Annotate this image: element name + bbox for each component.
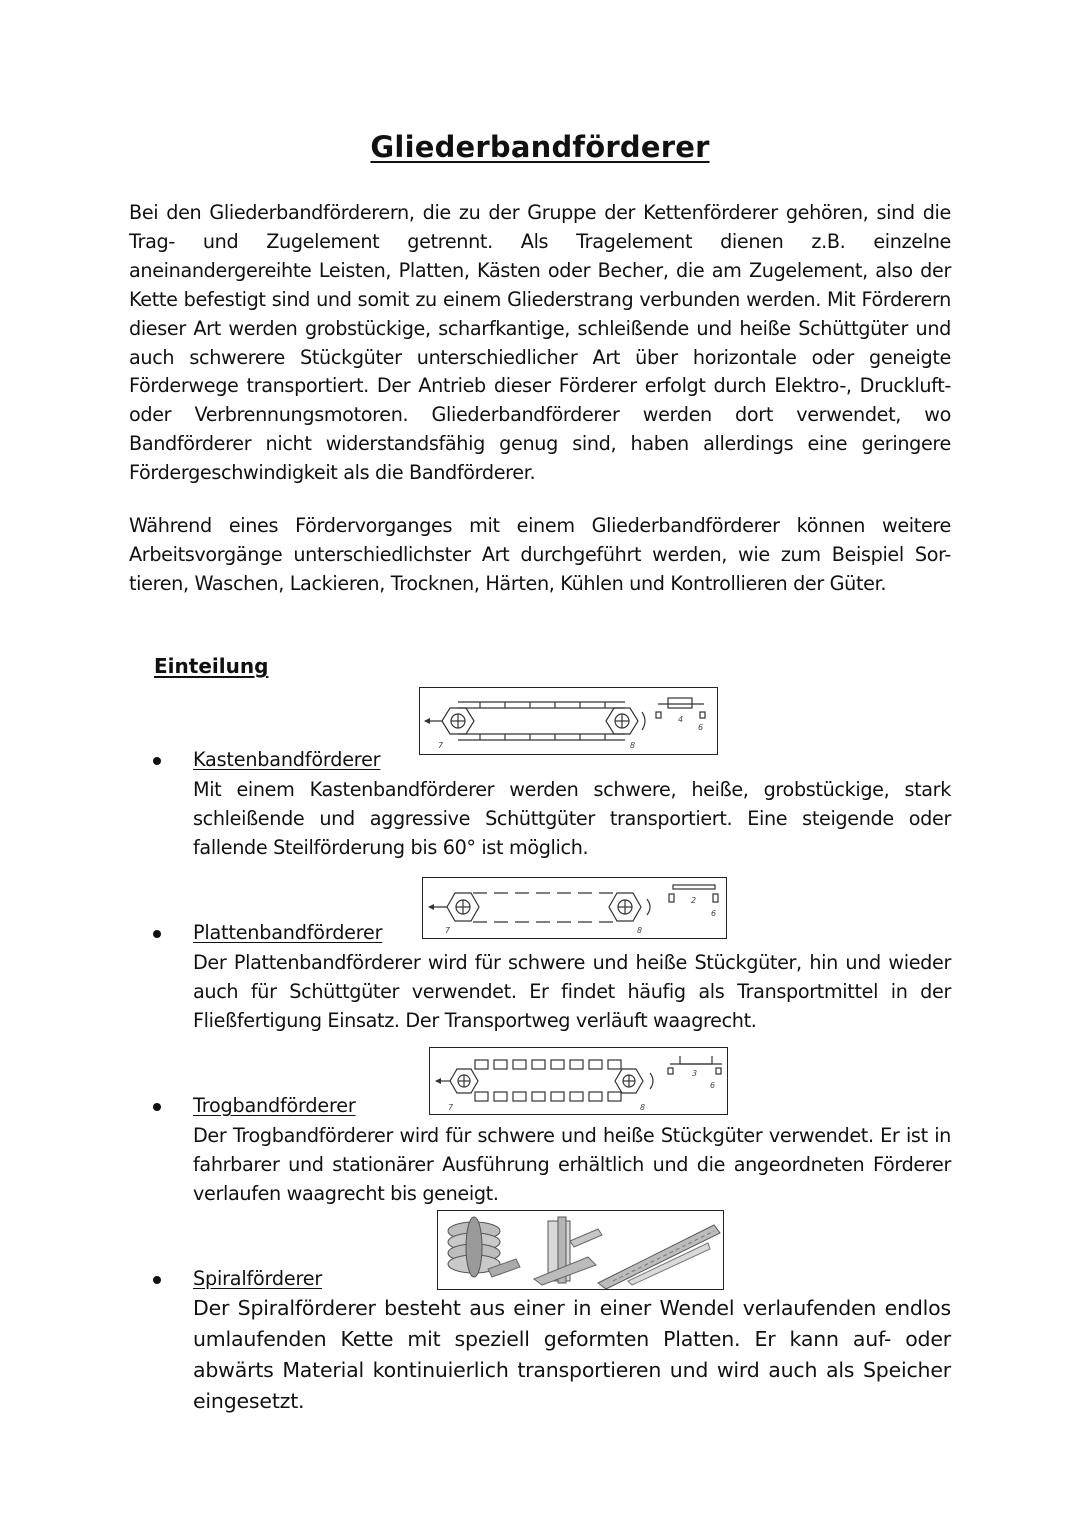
item-description: Der Trogbandförderer wird für schwere und heiße Stückgüter verwendet. Er ist in fahrbarer und stationärer Ausführung erhältlich und die angeordneten Förderer verlaufen waagrecht bis geneigt. bbox=[193, 1124, 951, 1205]
figure-label: 7 bbox=[448, 1103, 454, 1112]
item-description: Der Plattenbandförderer wird für schwere und heiße Stückgüter, hin und wieder auch für Schüttgüter verwendet. Er findet häufig als Transportmittel in der Fließfertigung Einsatz. Der Transportweg verläuft waagrecht. bbox=[193, 951, 951, 1032]
intro-paragraph-2: Während eines Fördervorganges mit einem Gliederbandförderer können weitere Arbeitsvorgänge unterschiedlichster Art durchgeführt werden, wie zum Beispiel Sor-tieren, Waschen, Lackieren, Trocknen, Härten, Kühlen und Kontrollieren der Güter. bbox=[129, 514, 951, 595]
item-description: Der Spiralförderer besteht aus einer in einer Wendel verlaufenden endlos umlaufenden Kette mit speziell geformten Platten. Er kann auf- oder abwärts Material kontinuierlich transportieren und wird auch als Speicher eingesetzt. bbox=[193, 1296, 951, 1413]
bullet-icon bbox=[153, 1103, 161, 1111]
bullet-icon bbox=[153, 1276, 161, 1284]
spiral-figure bbox=[437, 1210, 724, 1290]
figure-label: 8 bbox=[637, 926, 643, 935]
kastenband-figure bbox=[419, 687, 718, 755]
figure-label: 3 bbox=[692, 1069, 698, 1078]
figure-label: 8 bbox=[640, 1103, 646, 1112]
figure-label: 6 bbox=[711, 909, 717, 918]
document-title: Gliederbandförderer bbox=[370, 130, 710, 164]
item-title: Spiralförderer bbox=[193, 1267, 323, 1290]
item-description: Mit einem Kastenbandförderer werden schwere, heiße, grobstückige, stark schleißende und aggressive Schüttgüter transportiert. Eine steigende oder fallende Steilförderung bis 60° ist möglich. bbox=[193, 778, 951, 859]
figure-label: 7 bbox=[438, 741, 444, 750]
intro-paragraph-1: Bei den Gliederbandförderern, die zu der Gruppe der Kettenförderer gehören, sind die Trag- und Zugelement getrennt. Als Tragelement dienen z.B. einzelne aneinandergereihte Leisten, Platten, Kästen oder Becher, die am Zugelement, also der Kette befestigt sind und somit zu einem Gliederstrang verbunden werden. Mit Förderern dieser Art werden grobstückige, scharfkantige, schleißende und heiße Schüttgüter und auch schwerere Stückgüter unterschiedlicher Art über horizontale oder geneigte Förderwege transportiert. Der Antrieb dieser Förderer erfolgt durch Elektro-, Druckluft- oder Verbrennungsmotoren. Gliederbandförderer werden dort verwendet, wo Bandförderer nicht widerstandsfähig genug sind, haben allerdings eine geringere Fördergeschwindigkeit als die Bandförderer. bbox=[129, 201, 951, 485]
bullet-icon bbox=[153, 757, 161, 765]
figure-label: 7 bbox=[445, 926, 451, 935]
vertical-conveyor-image bbox=[534, 1217, 602, 1285]
trogband-figure bbox=[429, 1047, 728, 1115]
spiral-conveyor-image bbox=[448, 1217, 520, 1277]
figure-label: 8 bbox=[630, 741, 636, 750]
figure-label: 6 bbox=[698, 723, 704, 732]
inclined-conveyor-image bbox=[598, 1225, 720, 1289]
bullet-icon bbox=[153, 930, 161, 938]
section-heading: Einteilung bbox=[154, 654, 269, 678]
item-title: Plattenbandförderer bbox=[193, 921, 383, 944]
figure-label: 6 bbox=[710, 1081, 716, 1090]
figure-label: 4 bbox=[678, 715, 684, 724]
item-title: Trogbandförderer bbox=[193, 1094, 356, 1117]
plattenband-figure bbox=[422, 877, 727, 939]
figure-label: 2 bbox=[691, 896, 697, 905]
item-title: Kastenbandförderer bbox=[193, 748, 381, 771]
